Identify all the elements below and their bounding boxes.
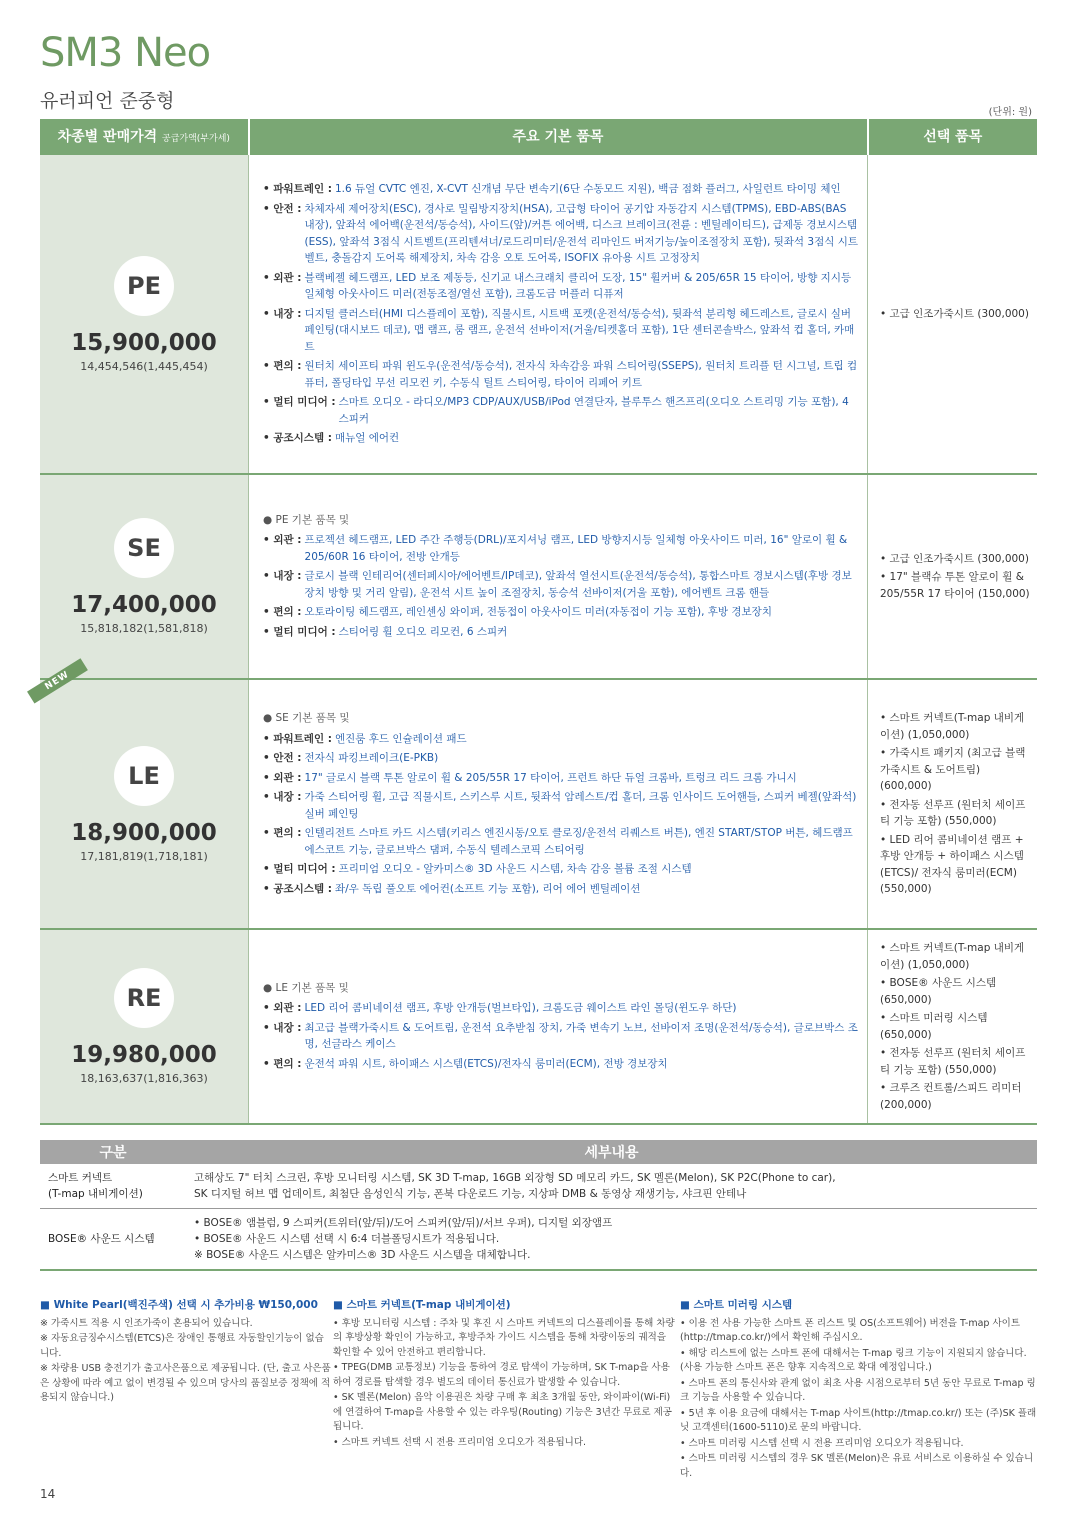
- detail-content: [186, 1164, 1037, 1209]
- trim-row: [40, 474, 1037, 679]
- trim-price: 15,900,000: [71, 329, 217, 356]
- option-item: • 전자동 선루프 (원터치 세이프티 기능 포함) (550,000): [880, 798, 1026, 828]
- feature-line: [263, 825, 859, 858]
- note-item: • 스마트 커넥트 선택 시 전용 프리미엄 오디오가 적용됩니다.: [333, 1436, 587, 1448]
- trim-price: 18,900,000: [71, 819, 217, 846]
- detail-label: [40, 1209, 186, 1271]
- feature-category: • 외관 :: [263, 771, 302, 784]
- feature-category: • 내장 :: [263, 791, 302, 803]
- option-item: • 고급 인조가죽시트 (300,000): [880, 307, 1029, 320]
- feature-category: • 공조시스템 :: [263, 882, 332, 895]
- detail-label-main: 스마트 커넥트: [48, 1172, 113, 1184]
- feature-list: 17" 글로시 블랙 투톤 알로이 휠 & 205/55R 17 타이어, 프런트 하단 듀얼 크롬바, 트렁크 리드 크롬 가니시: [304, 771, 797, 784]
- note-item: • 후방 모니터링 시스템 : 주차 및 후진 시 스마트 커넥트의 디스플레이를 통해 차량의 후방상황 확인이 가능하고, 후방주차 가이드 시스템을 통해 차량이동의 궤적을 확인할 수 있어 안전하고 편리합니다.: [333, 1317, 675, 1358]
- trim-badge: PE: [114, 256, 174, 316]
- option-item: • 고급 인조가죽시트 (300,000): [880, 552, 1029, 565]
- option-item: • 전자동 선루프 (원터치 세이프티 기능 포함) (550,000): [880, 1047, 1026, 1076]
- feature-line: [263, 1056, 859, 1073]
- feature-line: [263, 430, 859, 447]
- feature-line: [263, 181, 859, 198]
- note-item: • SK 멜론(Melon) 음악 이용권은 차량 구매 후 최초 3개월 동안, 와이파이(Wi-Fi)에 연결하여 T-map을 사용할 수 있는 라우팅(Routing) 기능은 3년간 무료로 제공됩니다.: [333, 1392, 672, 1432]
- note-item: • 스마트 미러링 시스템의 경우 SK 멜론(Melon)은 유료 서비스로 이용하실 수 있습니다.: [680, 1453, 1034, 1479]
- feature-line: [263, 731, 859, 748]
- feature-category: • 외관 :: [263, 534, 302, 547]
- option-item: • 크루즈 컨트롤/스피드 리미터 (200,000): [880, 1082, 1022, 1111]
- trim-price-cell: [40, 929, 249, 1124]
- feature-line: [263, 532, 859, 565]
- feature-line: [263, 861, 859, 878]
- note-item: • 5년 후 이용 요금에 대해서는 T-map 사이트(http://tmap.co.kr/) 또는 (주)SK 플래닛 고객센터(1600-5110)로 문의 바랍니다.: [680, 1407, 1037, 1433]
- notes-heading: ■ 스마트 미러링 시스템: [680, 1299, 793, 1311]
- feature-line: [263, 604, 859, 621]
- feature-line: [263, 270, 859, 303]
- trim-options-cell: [868, 929, 1038, 1124]
- feature-category: • 공조시스템 :: [263, 432, 332, 445]
- note-item: • 해당 리스트에 없는 스마트 폰에 대해서는 T-map 링크 기능이 지원되지 않습니다. (사용 가능한 스마트 폰은 향후 지속적으로 확대 예정입니다.): [680, 1347, 1027, 1373]
- option-item: • LED 리어 콤비네이션 램프 + 후방 안개등 + 하이패스 시스템(ETCS)/ 전자식 룸미러(ECM) (550,000): [880, 833, 1024, 896]
- trim-price-cell: [40, 474, 249, 679]
- feature-line: [263, 394, 859, 427]
- detail-col2-header: 세부내용: [186, 1140, 1037, 1164]
- trim-badge: LE: [114, 746, 174, 806]
- feature-list: 프리미엄 오디오 - 알카미스® 3D 사운드 시스템, 차속 감응 볼륨 조절 시스템: [338, 863, 692, 875]
- col-options-header: 선택 품목: [868, 119, 1038, 154]
- features-intro: ● PE 기본 품목 및: [263, 513, 350, 526]
- new-badge: NEW: [27, 658, 88, 703]
- note-item: • TPEG(DMB 교통정보) 기능을 통하여 경로 탐색이 가능하며, SK T-map을 사용하여 경로를 탐색할 경우 별도의 데이터 통신료가 발생할 수 있습니다.: [333, 1362, 670, 1388]
- feature-line: [263, 1000, 859, 1017]
- note-item: ※ 차량용 USB 충전기가 출고사은품으로 제공됩니다. (단, 출고 사은품은 상황에 따라 예고 없이 변경될 수 있으며 당사의 품질보증 정책에 적용되지 않습니다.): [40, 1363, 331, 1403]
- feature-list: 좌/우 독립 풀오토 에어컨(소프트 기능 포함), 리어 에어 벤틸레이션: [334, 882, 641, 895]
- col-features-header: 주요 기본 품목: [249, 119, 868, 154]
- notes-col-2: [333, 1298, 678, 1451]
- feature-category: • 파워트레인 :: [263, 183, 332, 196]
- trim-price-table: [40, 119, 1037, 1125]
- trim-price: 17,400,000: [71, 592, 217, 618]
- note-item: • 스마트 미러링 시스템 선택 시 전용 프리미엄 오디오가 적용됩니다.: [680, 1437, 964, 1449]
- feature-category: • 내장 :: [263, 1021, 302, 1034]
- trim-features-cell: [249, 474, 868, 679]
- detail-line: 고해상도 7" 터치 스크린, 후방 모니터링 시스템, SK 3D T-map, 16GB 외장형 SD 메모리 카드, SK 멜론(Melon), SK P2C(Phone to car),: [194, 1172, 836, 1184]
- feature-line: [263, 358, 859, 391]
- feature-category: • 안전 :: [263, 752, 302, 764]
- trim-row: [40, 154, 1037, 474]
- trim-options-cell: [868, 679, 1038, 929]
- notes-col-3: [680, 1298, 1038, 1482]
- feature-list: 디지털 클러스터(HMI 디스플레이 포함), 직물시트, 시트백 포켓(운전석/동승석), 뒷좌석 분리형 헤드레스트, 글로시 실버 페인팅(대시보드 데코), 맵 램프, 룸 램프, 운전석 선바이저(거울/티켓홀더 포함), 1단 센터콘솔박스, 앞좌석 컵 홀더, 카매트: [304, 307, 855, 353]
- feature-list: 차체자세 제어장치(ESC), 경사로 밀림방지장치(HSA), 고급형 타이어 공기압 자동감지 시스템(TPMS), EBD-ABS(BAS 내장), 앞좌석 에어백(운전석/동승석), 사이드(앞)/커튼 에어백, 디스크 브레이크(전륜 : 벤틸레이티드), 급제동 경보시스템(ESS), 앞좌석 3점식 시트벨트(프리텐셔너/로드리미터/운전석 리마인드 버저기능/높이조절장치 포함), 뒷좌석 3점식 시트벨트, 충돌감지 도어록 해제장치, 차속 감응 오토 도어록, ISOFIX 유아용 시트 고정장치: [304, 202, 858, 265]
- features-intro: ● LE 기본 품목 및: [263, 981, 349, 994]
- note-item: ※ 자동요금징수시스템(ETCS)은 장애인 통행료 자동할인기능이 없습니다.: [40, 1333, 324, 1359]
- detail-line: • BOSE® 앰블럼, 9 스피커(트위터(앞/뒤)/도어 스피커(앞/뒤)/서브 우퍼), 디지털 외장앰프: [194, 1217, 613, 1229]
- feature-line: [263, 306, 859, 356]
- feature-list: 블랙베젤 헤드램프, LED 보조 제동등, 신기교 내스크래치 클리어 도장, 15" 휠커버 & 205/65R 15 타이어, 방향 지시등 일체형 아웃사이드 미러(전동조절/열선 포함), 크롬도금 머플러 디퓨저: [304, 271, 852, 301]
- trim-options-cell: [868, 474, 1038, 679]
- feature-list: 프로젝션 헤드램프, LED 주간 주행등(DRL)/포지셔닝 램프, LED 방향지시등 일체형 아웃사이드 미러, 16" 알로이 휠 & 205/60R 16 타이어, 전방 안개등: [304, 534, 848, 563]
- notes-col-1: [40, 1298, 332, 1407]
- feature-line: [263, 789, 859, 822]
- feature-category: • 내장 :: [263, 307, 302, 320]
- feature-line: [263, 568, 859, 601]
- feature-list: 인텔리전트 스마트 카드 시스템(키리스 엔진시동/오토 클로징/운전석 리퀘스트 버튼), 엔진 START/STOP 버튼, 헤드램프 에스코트 기능, 글로브박스 댐퍼, 수동식 텔레스코픽 스티어링: [304, 827, 853, 856]
- option-item: • 스마트 미러링 시스템 (650,000): [880, 1012, 988, 1041]
- detail-line: SK 디지털 허브 맵 업데이트, 최첨단 음성인식 기능, 폰북 다운로드 기능, 지상파 DMB & 동영상 재생기능, 샤크핀 안테나: [194, 1188, 747, 1200]
- trim-badge: SE: [114, 518, 174, 578]
- feature-category: • 내장 :: [263, 570, 302, 583]
- feature-line: [263, 881, 859, 898]
- option-item: • 가죽시트 패키지 (최고급 블랙가죽시트 & 도어트림) (600,000): [880, 747, 1026, 793]
- detail-label-main: BOSE® 사운드 시스템: [48, 1233, 155, 1245]
- feature-category: • 편의 :: [263, 827, 302, 839]
- page-title: SM3 Neo: [40, 30, 211, 76]
- feature-list: 원터치 세이프티 파워 윈도우(운전석/동승석), 전자식 차속감응 파워 스티어링(SSEPS), 원터치 트리플 턴 시그널, 트립 컴퓨터, 폴딩타입 무선 리모컨 키, 수동식 틸트 스티어링, 타이어 리페어 키트: [304, 360, 858, 389]
- trim-price-cell: [40, 154, 249, 474]
- notes-heading: ■ White Pearl(백진주색) 선택 시 추가비용 ₩150,000: [40, 1299, 318, 1311]
- feature-category: • 멀티 미디어 :: [263, 863, 336, 875]
- feature-list: 최고급 블랙가죽시트 & 도어트림, 운전석 요추받침 장치, 가죽 변속기 노브, 선바이저 조명(운전석/동승석), 글로브박스 조명, 선글라스 케이스: [304, 1021, 858, 1051]
- feature-category: • 편의 :: [263, 360, 302, 373]
- feature-category: • 안전 :: [263, 202, 302, 215]
- trim-features-cell: [249, 929, 868, 1124]
- trim-price: 19,980,000: [71, 1042, 217, 1068]
- feature-list: 전자식 파킹브레이크(E-PKB): [304, 752, 439, 764]
- trim-supply-price: 15,818,182(1,581,818): [80, 622, 208, 635]
- detail-label-sub: (T-map 내비게이션): [48, 1188, 143, 1200]
- option-item: • 17" 블랙슈 투톤 알로이 휠 & 205/55R 17 타이어 (150,000): [880, 571, 1030, 600]
- feature-line: [263, 770, 859, 787]
- feature-line: [263, 201, 859, 267]
- trim-badge: RE: [114, 968, 174, 1028]
- feature-list: 스마트 오디오 - 라디오/MP3 CDP/AUX/USB/iPod 연결단자, 블루투스 핸즈프리(오디오 스트리밍 기능 포함), 4 스피커: [338, 396, 849, 425]
- trim-supply-price: 17,181,819(1,718,181): [80, 849, 208, 863]
- detail-line: • BOSE® 사운드 시스템 선택 시 6:4 더블폴딩시트가 적용됩니다.: [194, 1233, 500, 1245]
- page-number: 14: [40, 1487, 56, 1501]
- feature-list: 엔진룸 후드 인슐레이션 패드: [334, 732, 467, 745]
- features-intro: ● SE 기본 품목 및: [263, 712, 350, 724]
- trim-features-cell: [249, 679, 868, 929]
- feature-list: 매뉴얼 에어컨: [334, 432, 400, 445]
- trim-supply-price: 14,454,546(1,445,454): [80, 359, 208, 373]
- option-item: • 스마트 커넥트(T-map 내비게이션) (1,050,000): [880, 712, 1025, 741]
- detail-line: ※ BOSE® 사운드 시스템은 알카미스® 3D 사운드 시스템을 대체합니다.: [194, 1249, 531, 1261]
- note-item: ※ 가죽시트 적용 시 인조가죽이 혼용되어 있습니다.: [40, 1317, 253, 1329]
- feature-line: [263, 750, 859, 767]
- option-item: • BOSE® 사운드 시스템 (650,000): [880, 977, 997, 1006]
- trim-options-cell: [868, 154, 1038, 474]
- feature-line: [263, 624, 859, 641]
- unit-label: (단위: 원): [988, 107, 1032, 118]
- detail-content: [186, 1209, 1037, 1271]
- feature-category: • 외관 :: [263, 1002, 302, 1015]
- trim-price-cell: [40, 669, 249, 929]
- trim-row: [40, 929, 1037, 1124]
- feature-list: 운전석 파워 시트, 하이패스 시스템(ETCS)/전자식 룸미러(ECM), 전방 경보장치: [304, 1057, 668, 1070]
- feature-category: • 파워트레인 :: [263, 732, 332, 745]
- feature-category: • 멀티 미디어 :: [263, 396, 336, 409]
- detail-col1-header: 구분: [40, 1140, 186, 1164]
- note-item: • 스마트 폰의 통신사와 관계 없이 최초 사용 시점으로부터 5년 동안 무료로 T-map 링크 기능을 사용할 수 있습니다.: [680, 1377, 1036, 1403]
- feature-list: 스티어링 휠 오디오 리모컨, 6 스피커: [338, 625, 508, 638]
- feature-list: LED 리어 콤비네이션 램프, 후방 안개등(벌브타입), 크롬도금 웨이스트 라인 몰딩(윈도우 하단): [304, 1002, 737, 1015]
- feature-list: 글로시 블랙 인테리어(센터페시아/에어벤트/IP데코), 앞좌석 열선시트(운전석/동승석), 통합스마트 경보시스템(후방 경보장치 방향 및 거리 알림), 운전석 시트 높이 조절장치, 동승석 선바이저(거울 포함), 에어벤트 크롬 핸들: [304, 570, 852, 599]
- feature-category: • 편의 :: [263, 1057, 302, 1070]
- feature-list: 1.6 듀얼 CVTC 엔진, X-CVT 신개념 무단 변속기(6단 수동모드 지원), 백금 점화 플러그, 사일런트 타이밍 체인: [334, 183, 841, 196]
- page-subtitle: 유러피언 준중형: [40, 90, 175, 112]
- option-item: • 스마트 커넥트(T-map 내비게이션) (1,050,000): [880, 942, 1025, 971]
- feature-line: [263, 1020, 859, 1053]
- feature-category: • 외관 :: [263, 271, 302, 284]
- detail-label: [40, 1164, 186, 1209]
- feature-list: 오토라이팅 헤드램프, 레인센싱 와이퍼, 전동접이 아웃사이드 미러(자동접이 기능 포함), 후방 경보장치: [304, 606, 772, 619]
- feature-list: 가죽 스티어링 휠, 고급 직물시트, 스키스루 시트, 뒷좌석 암레스트/컵 홀더, 크롬 인사이드 도어핸들, 스피커 베젤(앞좌석) 실버 페인팅: [304, 791, 857, 820]
- detail-row: [40, 1209, 1037, 1271]
- trim-supply-price: 18,163,637(1,816,363): [80, 1072, 208, 1085]
- detail-row: [40, 1164, 1037, 1209]
- trim-features-cell: [249, 154, 868, 474]
- note-item: • 이용 전 사용 가능한 스마트 폰 리스트 및 OS(소프트웨어) 버전을 T-map 사이트 (http://tmap.co.kr/)에서 확인해 주십시오.: [680, 1317, 1021, 1343]
- notes-heading: ■ 스마트 커넥트(T-map 내비게이션): [333, 1299, 511, 1311]
- detail-table: [40, 1140, 1037, 1271]
- feature-category: • 편의 :: [263, 606, 302, 619]
- col-price-header: 차종별 판매가격 공급가액(부가세): [40, 119, 249, 154]
- trim-row: [40, 679, 1037, 929]
- feature-category: • 멀티 미디어 :: [263, 625, 336, 638]
